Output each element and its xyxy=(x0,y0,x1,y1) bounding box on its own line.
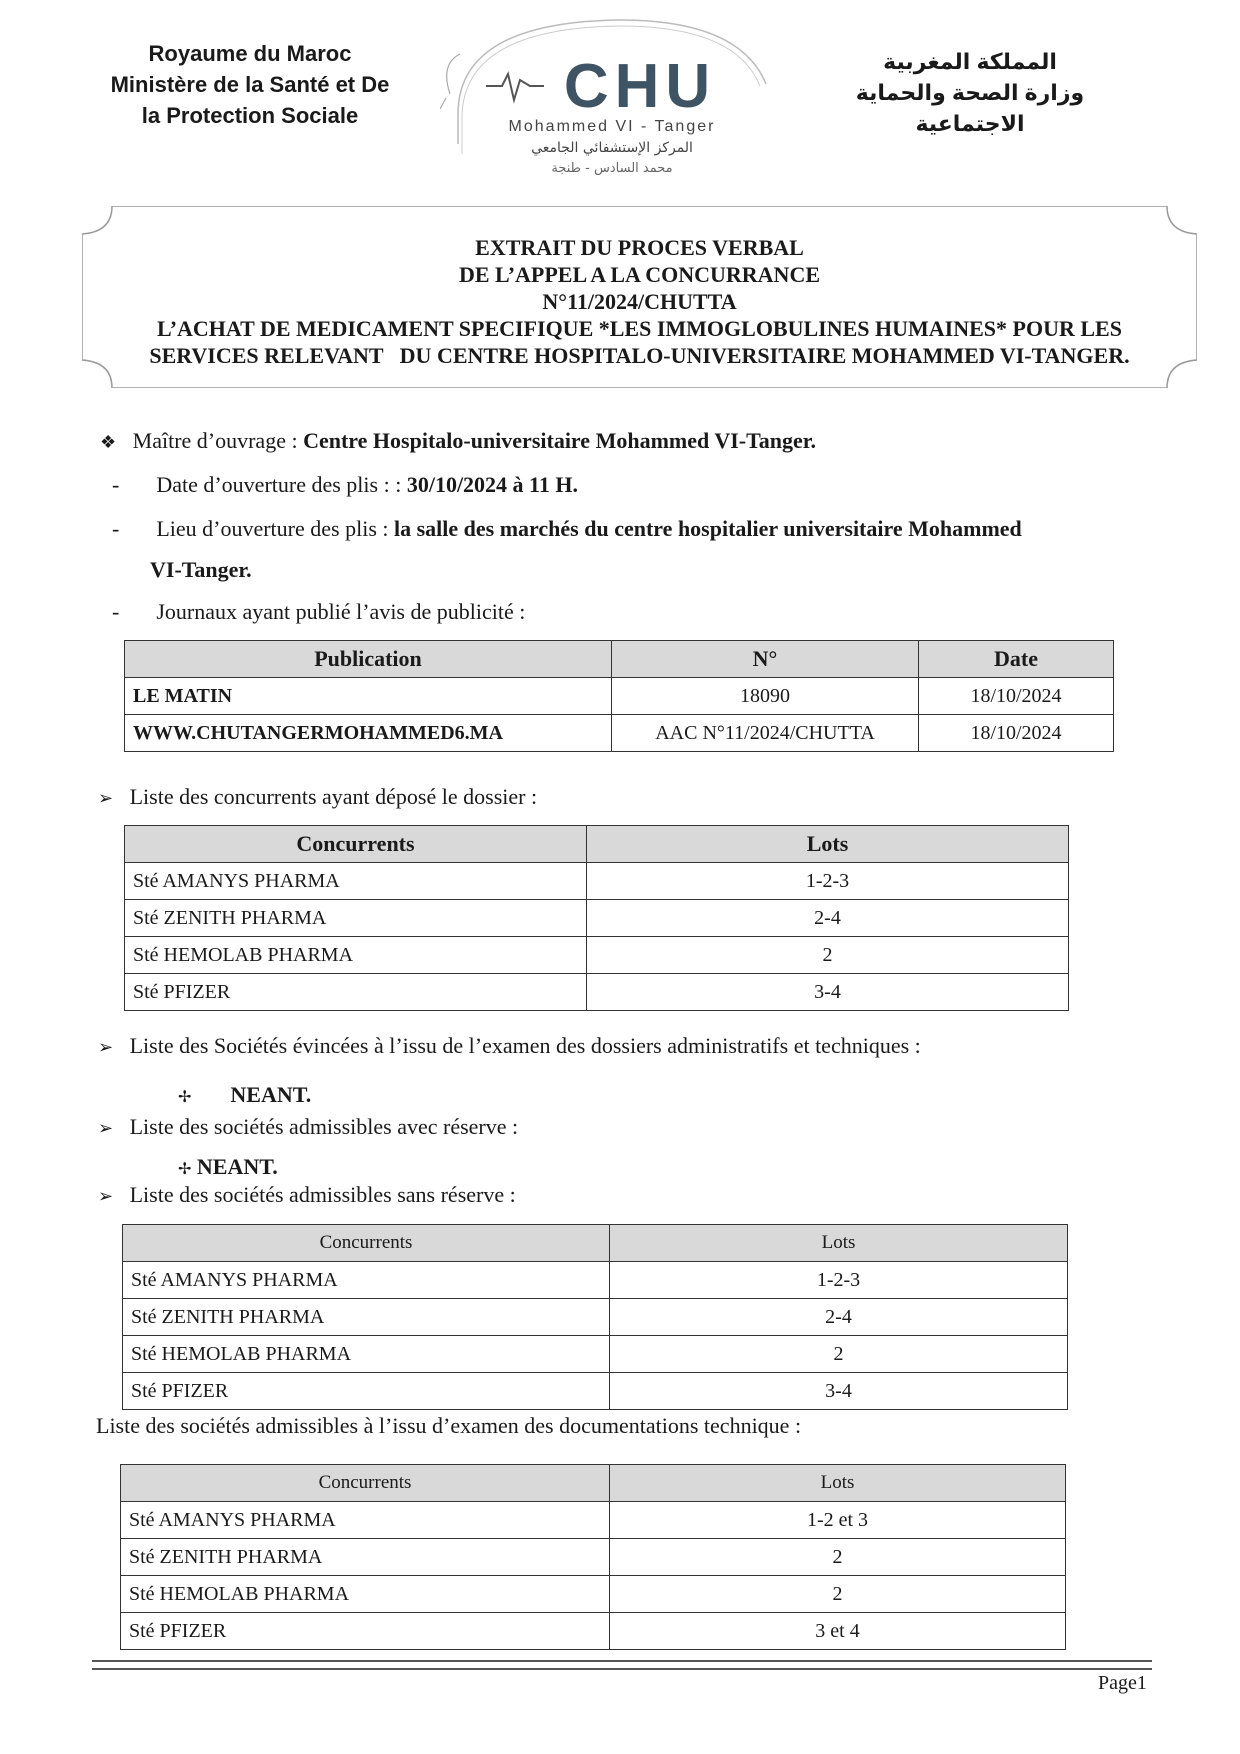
deposes-table xyxy=(124,825,1069,1011)
number-header: N° xyxy=(612,641,919,678)
reserve-value-line xyxy=(178,1153,278,1184)
journaux-label: Journaux ayant publié l’avis de publicité : xyxy=(156,599,526,624)
concurrent-cell: Sté HEMOLAB PHARMA xyxy=(121,1576,610,1613)
table-row xyxy=(125,678,1114,715)
footer-rule xyxy=(92,1660,1152,1670)
lots-header: Lots xyxy=(610,1465,1066,1502)
title-line-2: DE L’APPEL A LA CONCURRANCE xyxy=(458,262,821,287)
concurrent-cell: Sté PFIZER xyxy=(123,1373,610,1410)
concurrents-header: Concurrents xyxy=(125,826,587,863)
header-left-block xyxy=(80,38,420,131)
lots-header: Lots xyxy=(610,1225,1068,1262)
svg-text:المركز الإستشفائي الجامعي: المركز الإستشفائي الجامعي xyxy=(531,140,693,156)
date-value: 30/10/2024 à 11 H. xyxy=(406,472,578,497)
date-line xyxy=(112,471,578,499)
title-line-4: L’ACHAT DE MEDICAMENT SPECIFIQUE *LES IMMOGLOBULINES HUMAINES* POUR LES xyxy=(157,316,1122,341)
reserve-value: NEANT. xyxy=(196,1154,278,1179)
table-row xyxy=(121,1539,1066,1576)
table-row xyxy=(125,974,1069,1011)
table-row xyxy=(125,900,1069,937)
arrow-bullet-icon: ➢ xyxy=(98,1037,114,1057)
dash-bullet-icon: - xyxy=(112,472,120,497)
table-row xyxy=(121,1576,1066,1613)
date-label: Date d’ouverture des plis : : xyxy=(156,472,402,497)
date-header: Date xyxy=(919,641,1114,678)
concurrent-cell: Sté PFIZER xyxy=(125,974,587,1011)
header-right-line-3: الاجتماعية xyxy=(915,111,1025,136)
lots-cell: 2 xyxy=(587,937,1069,974)
header-right-line-2: وزارة الصحة والحماية xyxy=(855,80,1085,105)
lots-cell: 3-4 xyxy=(587,974,1069,1011)
table-row xyxy=(123,1336,1068,1373)
svg-text:CHU: CHU xyxy=(563,52,717,121)
deposes-label: Liste des concurrents ayant déposé le dossier : xyxy=(129,784,538,809)
concurrent-cell: Sté AMANYS PHARMA xyxy=(121,1502,610,1539)
title-line-3: N°11/2024/CHUTTA xyxy=(542,289,737,314)
sans-reserve-line xyxy=(98,1181,516,1210)
reserve-line xyxy=(98,1113,518,1142)
concurrent-cell: Sté HEMOLAB PHARMA xyxy=(123,1336,610,1373)
header-right-line-1: المملكة المغربية xyxy=(883,49,1057,74)
evincees-value-line xyxy=(178,1081,311,1112)
maitre-label: Maître d’ouvrage : xyxy=(132,428,298,453)
sans-reserve-table xyxy=(122,1224,1068,1410)
dash-bullet-icon: - xyxy=(112,516,120,541)
concurrent-cell: Sté AMANYS PHARMA xyxy=(125,863,587,900)
lots-cell: 1-2-3 xyxy=(587,863,1069,900)
header-left-line-3: la Protection Sociale xyxy=(141,103,359,128)
lots-cell: 1-2 et 3 xyxy=(610,1502,1066,1539)
journaux-line xyxy=(112,598,525,626)
maitre-value: Centre Hospitalo-universitaire Mohammed VI-Tanger. xyxy=(303,428,816,453)
diamond-bullet-icon: ❖ xyxy=(100,432,117,452)
table-row xyxy=(123,1373,1068,1410)
lieu-line xyxy=(112,515,1022,543)
plus-arrow-bullet-icon: ✢ xyxy=(178,1089,192,1106)
date-cell: 18/10/2024 xyxy=(919,715,1114,752)
documentation-label: Liste des sociétés admissibles à l’issu d’examen des documentations technique : xyxy=(96,1413,802,1438)
number-cell: AAC N°11/2024/CHUTTA xyxy=(612,715,919,752)
evincees-value: NEANT. xyxy=(230,1082,312,1107)
lots-cell: 1-2-3 xyxy=(610,1262,1068,1299)
table-row xyxy=(121,1613,1066,1650)
table-row xyxy=(125,715,1114,752)
publications-table xyxy=(124,640,1114,752)
lieu-line-2 xyxy=(150,556,252,584)
table-row xyxy=(121,1502,1066,1539)
table-row xyxy=(123,1262,1068,1299)
svg-text:محمد السادس - طنجة: محمد السادس - طنجة xyxy=(551,161,673,176)
number-cell: 18090 xyxy=(612,678,919,715)
table-row xyxy=(123,1299,1068,1336)
table-row xyxy=(125,863,1069,900)
concurrent-cell: Sté ZENITH PHARMA xyxy=(121,1539,610,1576)
lieu-label: Lieu d’ouverture des plis : xyxy=(156,516,389,541)
document-title xyxy=(82,234,1197,369)
concurrent-cell: Sté AMANYS PHARMA xyxy=(123,1262,610,1299)
svg-text:Mohammed VI - Tanger: Mohammed VI - Tanger xyxy=(508,118,716,135)
lots-cell: 2 xyxy=(610,1576,1066,1613)
concurrents-header: Concurrents xyxy=(123,1225,610,1262)
evincees-label: Liste des Sociétés évincées à l’issu de l’examen des dossiers administratifs et techniques : xyxy=(129,1033,921,1058)
dash-bullet-icon: - xyxy=(112,599,120,624)
header-right-block xyxy=(855,46,1085,139)
documentation-line xyxy=(96,1412,801,1440)
page-number: Page1 xyxy=(1098,1672,1147,1694)
chu-logo xyxy=(440,14,800,180)
publication-header: Publication xyxy=(125,641,612,678)
date-cell: 18/10/2024 xyxy=(919,678,1114,715)
lots-cell: 3-4 xyxy=(610,1373,1068,1410)
concurrent-cell: Sté PFIZER xyxy=(121,1613,610,1650)
lieu-value-2: VI-Tanger. xyxy=(150,557,252,582)
concurrent-cell: Sté ZENITH PHARMA xyxy=(125,900,587,937)
documentation-table xyxy=(120,1464,1066,1650)
concurrent-cell: Sté ZENITH PHARMA xyxy=(123,1299,610,1336)
concurrents-header: Concurrents xyxy=(121,1465,610,1502)
lots-header: Lots xyxy=(587,826,1069,863)
publication-cell: WWW.CHUTANGERMOHAMMED6.MA xyxy=(125,715,612,752)
arrow-bullet-icon: ➢ xyxy=(98,788,114,808)
title-line-1: EXTRAIT DU PROCES VERBAL xyxy=(475,235,804,260)
header-left-line-1: Royaume du Maroc xyxy=(148,41,352,66)
header-left-line-2: Ministère de la Santé et De xyxy=(110,72,390,97)
reserve-label: Liste des sociétés admissibles avec réserve : xyxy=(129,1114,519,1139)
lots-cell: 2-4 xyxy=(610,1299,1068,1336)
title-line-5: SERVICES RELEVANT DU CENTRE HOSPITALO-UNIVERSITAIRE MOHAMMED VI-TANGER. xyxy=(149,343,1130,368)
lieu-value-1: la salle des marchés du centre hospitalier universitaire Mohammed xyxy=(394,516,1022,541)
lots-cell: 2 xyxy=(610,1539,1066,1576)
arrow-bullet-icon: ➢ xyxy=(98,1186,114,1206)
sans-reserve-label: Liste des sociétés admissibles sans réserve : xyxy=(129,1182,516,1207)
plus-arrow-bullet-icon: ✢ xyxy=(178,1161,192,1178)
lots-cell: 3 et 4 xyxy=(610,1613,1066,1650)
lots-cell: 2-4 xyxy=(587,900,1069,937)
lots-cell: 2 xyxy=(610,1336,1068,1373)
maitre-ouvrage-line xyxy=(100,427,816,456)
deposes-line xyxy=(98,783,537,812)
table-row xyxy=(125,937,1069,974)
publication-cell: LE MATIN xyxy=(125,678,612,715)
concurrent-cell: Sté HEMOLAB PHARMA xyxy=(125,937,587,974)
evincees-line xyxy=(98,1032,921,1061)
arrow-bullet-icon: ➢ xyxy=(98,1118,114,1138)
